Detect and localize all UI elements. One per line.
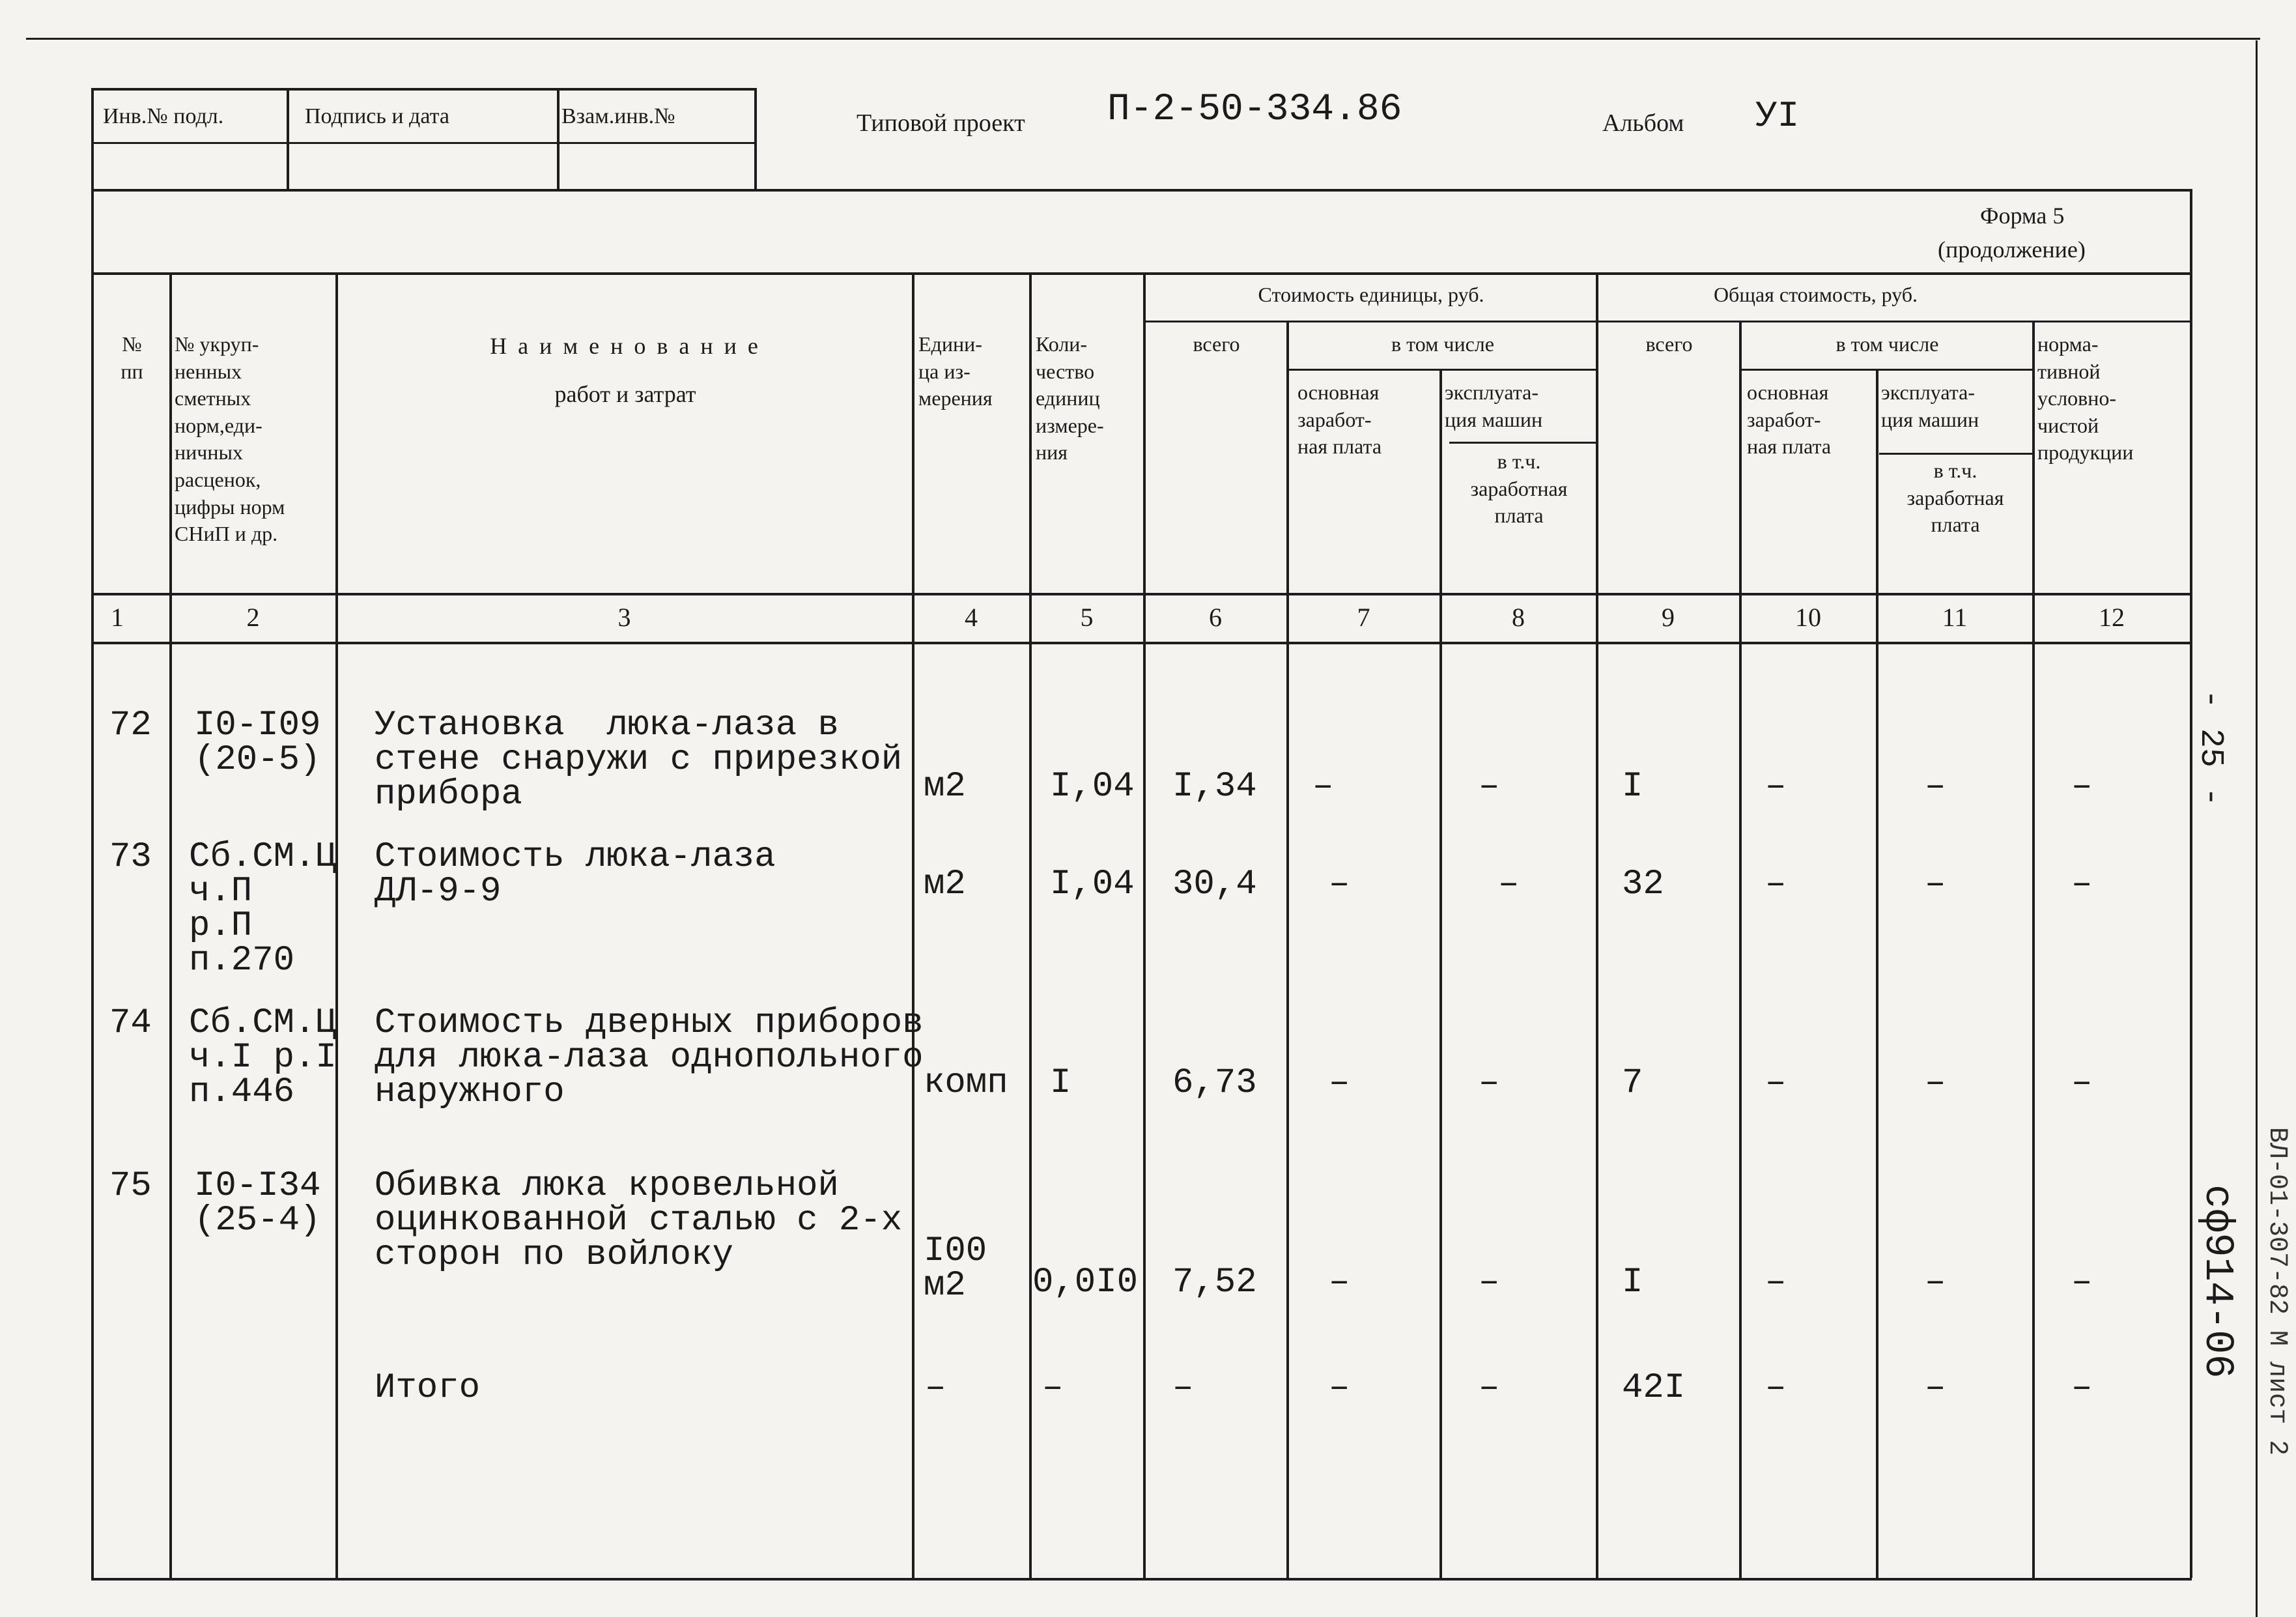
- row-total: I: [1622, 767, 1643, 807]
- row-number: 75: [109, 1166, 152, 1206]
- row-qty: I,04: [1050, 767, 1135, 807]
- total-sum-wage: –: [1765, 1368, 1787, 1408]
- row-name: Стоимость люка-лаза ДЛ-9-9: [375, 837, 776, 911]
- group-header-total-cost: Общая стоимость, руб.: [1713, 283, 1918, 306]
- row-unit-wage: –: [1329, 865, 1350, 904]
- col-num-6: 6: [1209, 603, 1222, 632]
- col-num-12: 12: [2099, 603, 2125, 632]
- row-code: I0-I34 (25-4): [194, 1166, 321, 1240]
- col-num-1: 1: [111, 603, 124, 632]
- row-total-mach: –: [1925, 1263, 1946, 1302]
- col-header-3-sub: работ и затрат: [554, 381, 696, 407]
- group-header-unit-cost: Стоимость единицы, руб.: [1258, 283, 1484, 306]
- sheet-reference: ВЛ-01-307-82 М лист 2: [2262, 1127, 2291, 1456]
- row-unit-total: 6,73: [1172, 1063, 1257, 1103]
- col-header-5: Коли- чество единиц измере- ния: [1036, 332, 1104, 465]
- col-num-2: 2: [246, 603, 260, 632]
- total-sum: 42I: [1622, 1368, 1686, 1408]
- stamp-inv-podl: Инв.№ подл.: [103, 104, 224, 128]
- col-header-10: основная заработ- ная плата: [1747, 380, 1832, 459]
- col-header-1: № пп: [120, 332, 143, 383]
- row-total-wage: –: [1765, 1063, 1787, 1103]
- row-unit-mach: –: [1479, 1063, 1500, 1103]
- project-code: П-2-50-334.86: [1107, 89, 1402, 131]
- col-num-5: 5: [1080, 603, 1094, 632]
- row-total: 7: [1622, 1063, 1643, 1103]
- row-total-mach: –: [1925, 865, 1946, 904]
- row-unit-wage: –: [1312, 767, 1334, 807]
- stamp-podpis: Подпись и дата: [305, 104, 449, 128]
- col-num-8: 8: [1512, 603, 1525, 632]
- row-norm: –: [2071, 1263, 2093, 1302]
- top-border-line: [26, 38, 2260, 40]
- row-code: I0-I09 (20-5): [194, 706, 321, 780]
- row-code: Сб.СМ.Ц ч.П р.П п.270: [189, 837, 337, 980]
- subgroup-header-total: в том числе: [1835, 332, 1939, 356]
- col-num-3: 3: [617, 603, 631, 632]
- col-header-4: Едини- ца из- мерения: [918, 332, 993, 410]
- row-unit: комп: [924, 1063, 1008, 1103]
- row-number: 74: [109, 1003, 152, 1043]
- row-qty: 0,0I0: [1032, 1263, 1139, 1302]
- col-num-11: 11: [1942, 603, 1968, 632]
- row-norm: –: [2071, 767, 2093, 807]
- col-header-2: № укруп- ненных сметных норм,еди- ничных расценок, цифры норм СНиП и др.: [175, 332, 285, 546]
- row-unit-wage: –: [1329, 1263, 1350, 1302]
- total-label: Итого: [375, 1368, 481, 1408]
- col-header-11-top: эксплуата- ция машин: [1881, 380, 1979, 431]
- row-norm: –: [2071, 1063, 2093, 1103]
- row-unit-total: 7,52: [1172, 1263, 1257, 1302]
- row-total-wage: –: [1765, 1263, 1787, 1302]
- row-unit: I00 м2: [924, 1231, 987, 1306]
- total-sum-mach: –: [1925, 1368, 1946, 1408]
- row-qty: I: [1050, 1063, 1071, 1103]
- col-header-11-bottom: в т.ч. заработная плата: [1906, 459, 2004, 537]
- row-unit: м2: [924, 767, 966, 807]
- total-unit: –: [925, 1368, 946, 1408]
- row-unit: м2: [924, 865, 966, 904]
- col-num-10: 10: [1795, 603, 1821, 632]
- row-number: 72: [109, 706, 152, 745]
- row-total-wage: –: [1765, 767, 1787, 807]
- right-border-line: [2256, 40, 2258, 1617]
- row-total: 32: [1622, 865, 1664, 904]
- row-unit-mach: –: [1479, 767, 1500, 807]
- row-qty: I,04: [1050, 865, 1135, 904]
- album-value: УI: [1755, 95, 1800, 137]
- row-unit-total: I,34: [1172, 767, 1257, 807]
- col-header-7: основная заработ- ная плата: [1297, 380, 1382, 459]
- project-label: Типовой проект: [857, 109, 1025, 137]
- row-total-mach: –: [1925, 767, 1946, 807]
- col-header-8-bottom: в т.ч. заработная плата: [1470, 450, 1568, 528]
- row-name: Установка люка-лаза в стене снаружи с прирезкой прибора: [375, 706, 903, 814]
- col-header-6: всего: [1193, 332, 1240, 356]
- total-unit-total: –: [1172, 1368, 1194, 1408]
- col-num-9: 9: [1662, 603, 1675, 632]
- row-total: I: [1622, 1263, 1643, 1302]
- total-unit-wage: –: [1329, 1368, 1350, 1408]
- page-number: - 25 -: [2192, 689, 2229, 807]
- total-unit-mach: –: [1479, 1368, 1500, 1408]
- row-unit-total: 30,4: [1172, 865, 1257, 904]
- col-num-7: 7: [1357, 603, 1370, 632]
- col-header-8-top: эксплуата- ция машин: [1445, 380, 1543, 431]
- col-num-4: 4: [965, 603, 978, 632]
- album-label: Альбом: [1602, 109, 1684, 137]
- total-norm: –: [2071, 1368, 2093, 1408]
- row-name: Обивка люка кровельной оцинкованной сталью с 2-х сторон по войлоку: [375, 1166, 903, 1275]
- row-code: Сб.СМ.Ц ч.I р.I п.446: [189, 1003, 337, 1112]
- col-header-3-title: Н а и м е н о в а н и е: [490, 333, 761, 359]
- row-unit-mach: –: [1498, 865, 1520, 904]
- stamp-vzam: Взам.инв.№: [561, 104, 675, 128]
- total-qty: –: [1042, 1368, 1064, 1408]
- col-header-12: норма- тивной условно- чистой продукции: [2037, 332, 2134, 465]
- row-total-mach: –: [1925, 1063, 1946, 1103]
- col-header-9: всего: [1645, 332, 1693, 356]
- row-name: Стоимость дверных приборов для люка-лаза однопольного наружного: [375, 1003, 924, 1112]
- row-unit-wage: –: [1329, 1063, 1350, 1103]
- subgroup-header-unit: в том числе: [1391, 332, 1494, 356]
- row-total-wage: –: [1765, 865, 1787, 904]
- row-number: 73: [109, 837, 152, 877]
- row-norm: –: [2071, 865, 2093, 904]
- document-code: сф914-06: [2194, 1184, 2241, 1379]
- row-unit-mach: –: [1479, 1263, 1500, 1302]
- form-title: Форма 5: [1980, 203, 2065, 229]
- form-subtitle: (продолжение): [1938, 236, 2086, 263]
